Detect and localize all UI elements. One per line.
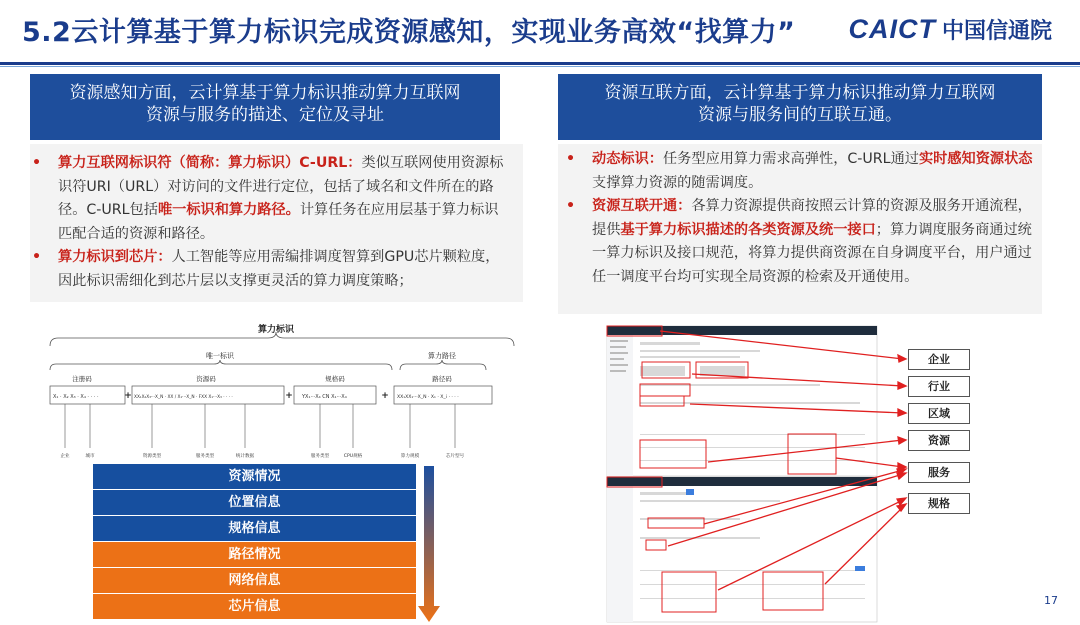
screenshot-top-sidebar xyxy=(607,335,633,476)
bullet-lead: 算力标识到芯片： xyxy=(58,249,172,265)
leaf-label: 资源类型 xyxy=(142,454,162,459)
left-bullet-list xyxy=(30,152,512,293)
unique-brace xyxy=(50,360,392,370)
caict-logo xyxy=(848,14,1052,45)
path-brace xyxy=(400,360,486,370)
bullet-highlight: 唯一标识和算力路径。 xyxy=(157,202,300,218)
tag-service: 服务 xyxy=(908,462,970,483)
right-heading-line2: 资源与服务间的互联互通。 xyxy=(698,105,902,125)
tag-resource: 资源 xyxy=(908,430,970,451)
leaf-labels xyxy=(60,452,464,459)
leaf-label: 算力规模 xyxy=(400,454,420,459)
logo-en-text: CAICT xyxy=(848,14,936,44)
bullet-text: 支撑算力资源的随需调度。 xyxy=(592,174,763,191)
bullet-text: ；算力调度服务商通过统一算力标识及接口规范，将算力提供商资源在自身调度平台，用户通过任一调度平台均可实现全局资源的检索及开通使用。 xyxy=(592,221,1032,285)
right-bullet-1 xyxy=(564,148,1036,195)
bullet-dot-icon: • xyxy=(566,198,576,214)
right-bullet-2 xyxy=(564,195,1036,289)
code-text: XX₁X₂X₃···X_N · XX / X₁···X_N · FXX X₁···X₃ · · · · xyxy=(134,395,233,400)
bullet-highlight: 基于算力标识描述的各类资源及统一接口 xyxy=(620,221,876,238)
unique-id-label: 唯一标识 xyxy=(206,352,234,360)
stack-bar-resource: 资源情况 xyxy=(93,464,416,489)
bullet-highlight: 实时感知资源状态 xyxy=(918,151,1033,167)
code-text: YX₁···X₄ CN X₁···X₄ xyxy=(302,394,347,400)
leaf-label: 企业 xyxy=(60,454,70,459)
blue-button xyxy=(686,489,694,495)
leaf-label: 服务类型 xyxy=(195,454,215,459)
left-panel-heading xyxy=(30,74,500,140)
tag-industry: 行业 xyxy=(908,376,970,397)
logo-cn-text: 中国信通院 xyxy=(941,19,1052,44)
screenshot-bottom-sidebar xyxy=(607,486,633,622)
page-title: 5.2云计算基于算力标识完成资源感知，实现业务高效“找算力” xyxy=(22,17,796,48)
tag-region: 区域 xyxy=(908,403,970,424)
stack-bar-spec: 规格信息 xyxy=(93,516,416,541)
left-bullet-1 xyxy=(30,152,512,246)
plus-icon: + xyxy=(381,391,389,401)
bullet-text: 任务型应用算力需求高弹性，C-URL通过 xyxy=(662,151,919,167)
bullet-text: 各算力资源提供商按照云计算的资源及服务开通流程，提供 xyxy=(592,198,1032,238)
bullet-lead: 动态标识： xyxy=(592,151,663,167)
stack-bar-network: 网络信息 xyxy=(93,568,416,593)
left-heading-line1: 资源感知方面，云计算基于算力标识推动算力互联网 xyxy=(69,83,461,103)
blue-button xyxy=(855,566,865,571)
bullet-text: 计算任务在应用层基于算力标识匹配合适的资源和路径。 xyxy=(58,202,499,242)
code-text: X₁ · X₂ X₃ · X₄ · · · · xyxy=(53,394,99,400)
bullet-text: 类似互联网使用资源标识符URI（URL）对访问的文件进行定位，包括了域名和文件所在的路径。C-URL包括 xyxy=(58,155,504,218)
screenshot-bottom-titlebar xyxy=(607,477,877,486)
group-label: 资源码 xyxy=(196,375,216,383)
group-label: 路径码 xyxy=(432,375,452,383)
leaf-label: 统计数据 xyxy=(235,454,255,459)
tag-enterprise: 企业 xyxy=(908,349,970,370)
stack-bar-path: 路径情况 xyxy=(93,542,416,567)
left-bullet-2 xyxy=(30,246,512,293)
info-stack xyxy=(93,464,416,620)
bullet-text: 人工智能等应用需编排调度智算到GPU芯片颗粒度，因此标识需细化到芯片层以支撑更灵活的算力调度策略； xyxy=(58,249,500,289)
left-heading-line2: 资源与服务的描述、定位及寻址 xyxy=(146,105,384,125)
leaf-label: 芯片型号 xyxy=(445,454,465,459)
leaf-label: CPU规格 xyxy=(343,454,363,459)
bullet-dot-icon: • xyxy=(32,249,42,265)
leaf-label: 城市 xyxy=(85,454,95,459)
right-panel-body xyxy=(558,144,1042,314)
path-label: 算力路径 xyxy=(428,352,456,360)
right-bullet-list xyxy=(564,148,1036,289)
left-panel-body xyxy=(30,144,523,302)
title-divider-thin xyxy=(0,66,1080,67)
screenshot-top-titlebar xyxy=(607,326,877,335)
leaf-connectors xyxy=(65,404,455,448)
plus-icon: + xyxy=(124,391,132,401)
plus-icon: + xyxy=(285,391,293,401)
bullet-dot-icon: • xyxy=(566,151,576,167)
down-arrow-icon xyxy=(418,466,440,622)
stack-bar-chip: 芯片信息 xyxy=(93,594,416,619)
page-number: 17 xyxy=(1044,594,1058,607)
bullet-lead: 资源互联开通： xyxy=(592,198,692,214)
right-heading-line1: 资源互联方面，云计算基于算力标识推动算力互联网 xyxy=(604,83,996,103)
bullet-lead: 算力互联网标识符（简称：算力标识）C-URL： xyxy=(58,155,362,171)
leaf-label: 服务类型 xyxy=(310,454,330,459)
code-text: XX₁XX₁···X_N · X₁ · X_i · · · · xyxy=(397,395,459,400)
right-panel-heading xyxy=(558,74,1042,140)
stack-bar-location: 位置信息 xyxy=(93,490,416,515)
group-label: 规格码 xyxy=(325,375,345,383)
title-divider xyxy=(0,62,1080,65)
group-label: 注册码 xyxy=(72,375,92,383)
tag-spec: 规格 xyxy=(908,493,970,514)
bullet-dot-icon: • xyxy=(32,155,42,171)
diagram-root-label: 算力标识 xyxy=(257,325,295,335)
